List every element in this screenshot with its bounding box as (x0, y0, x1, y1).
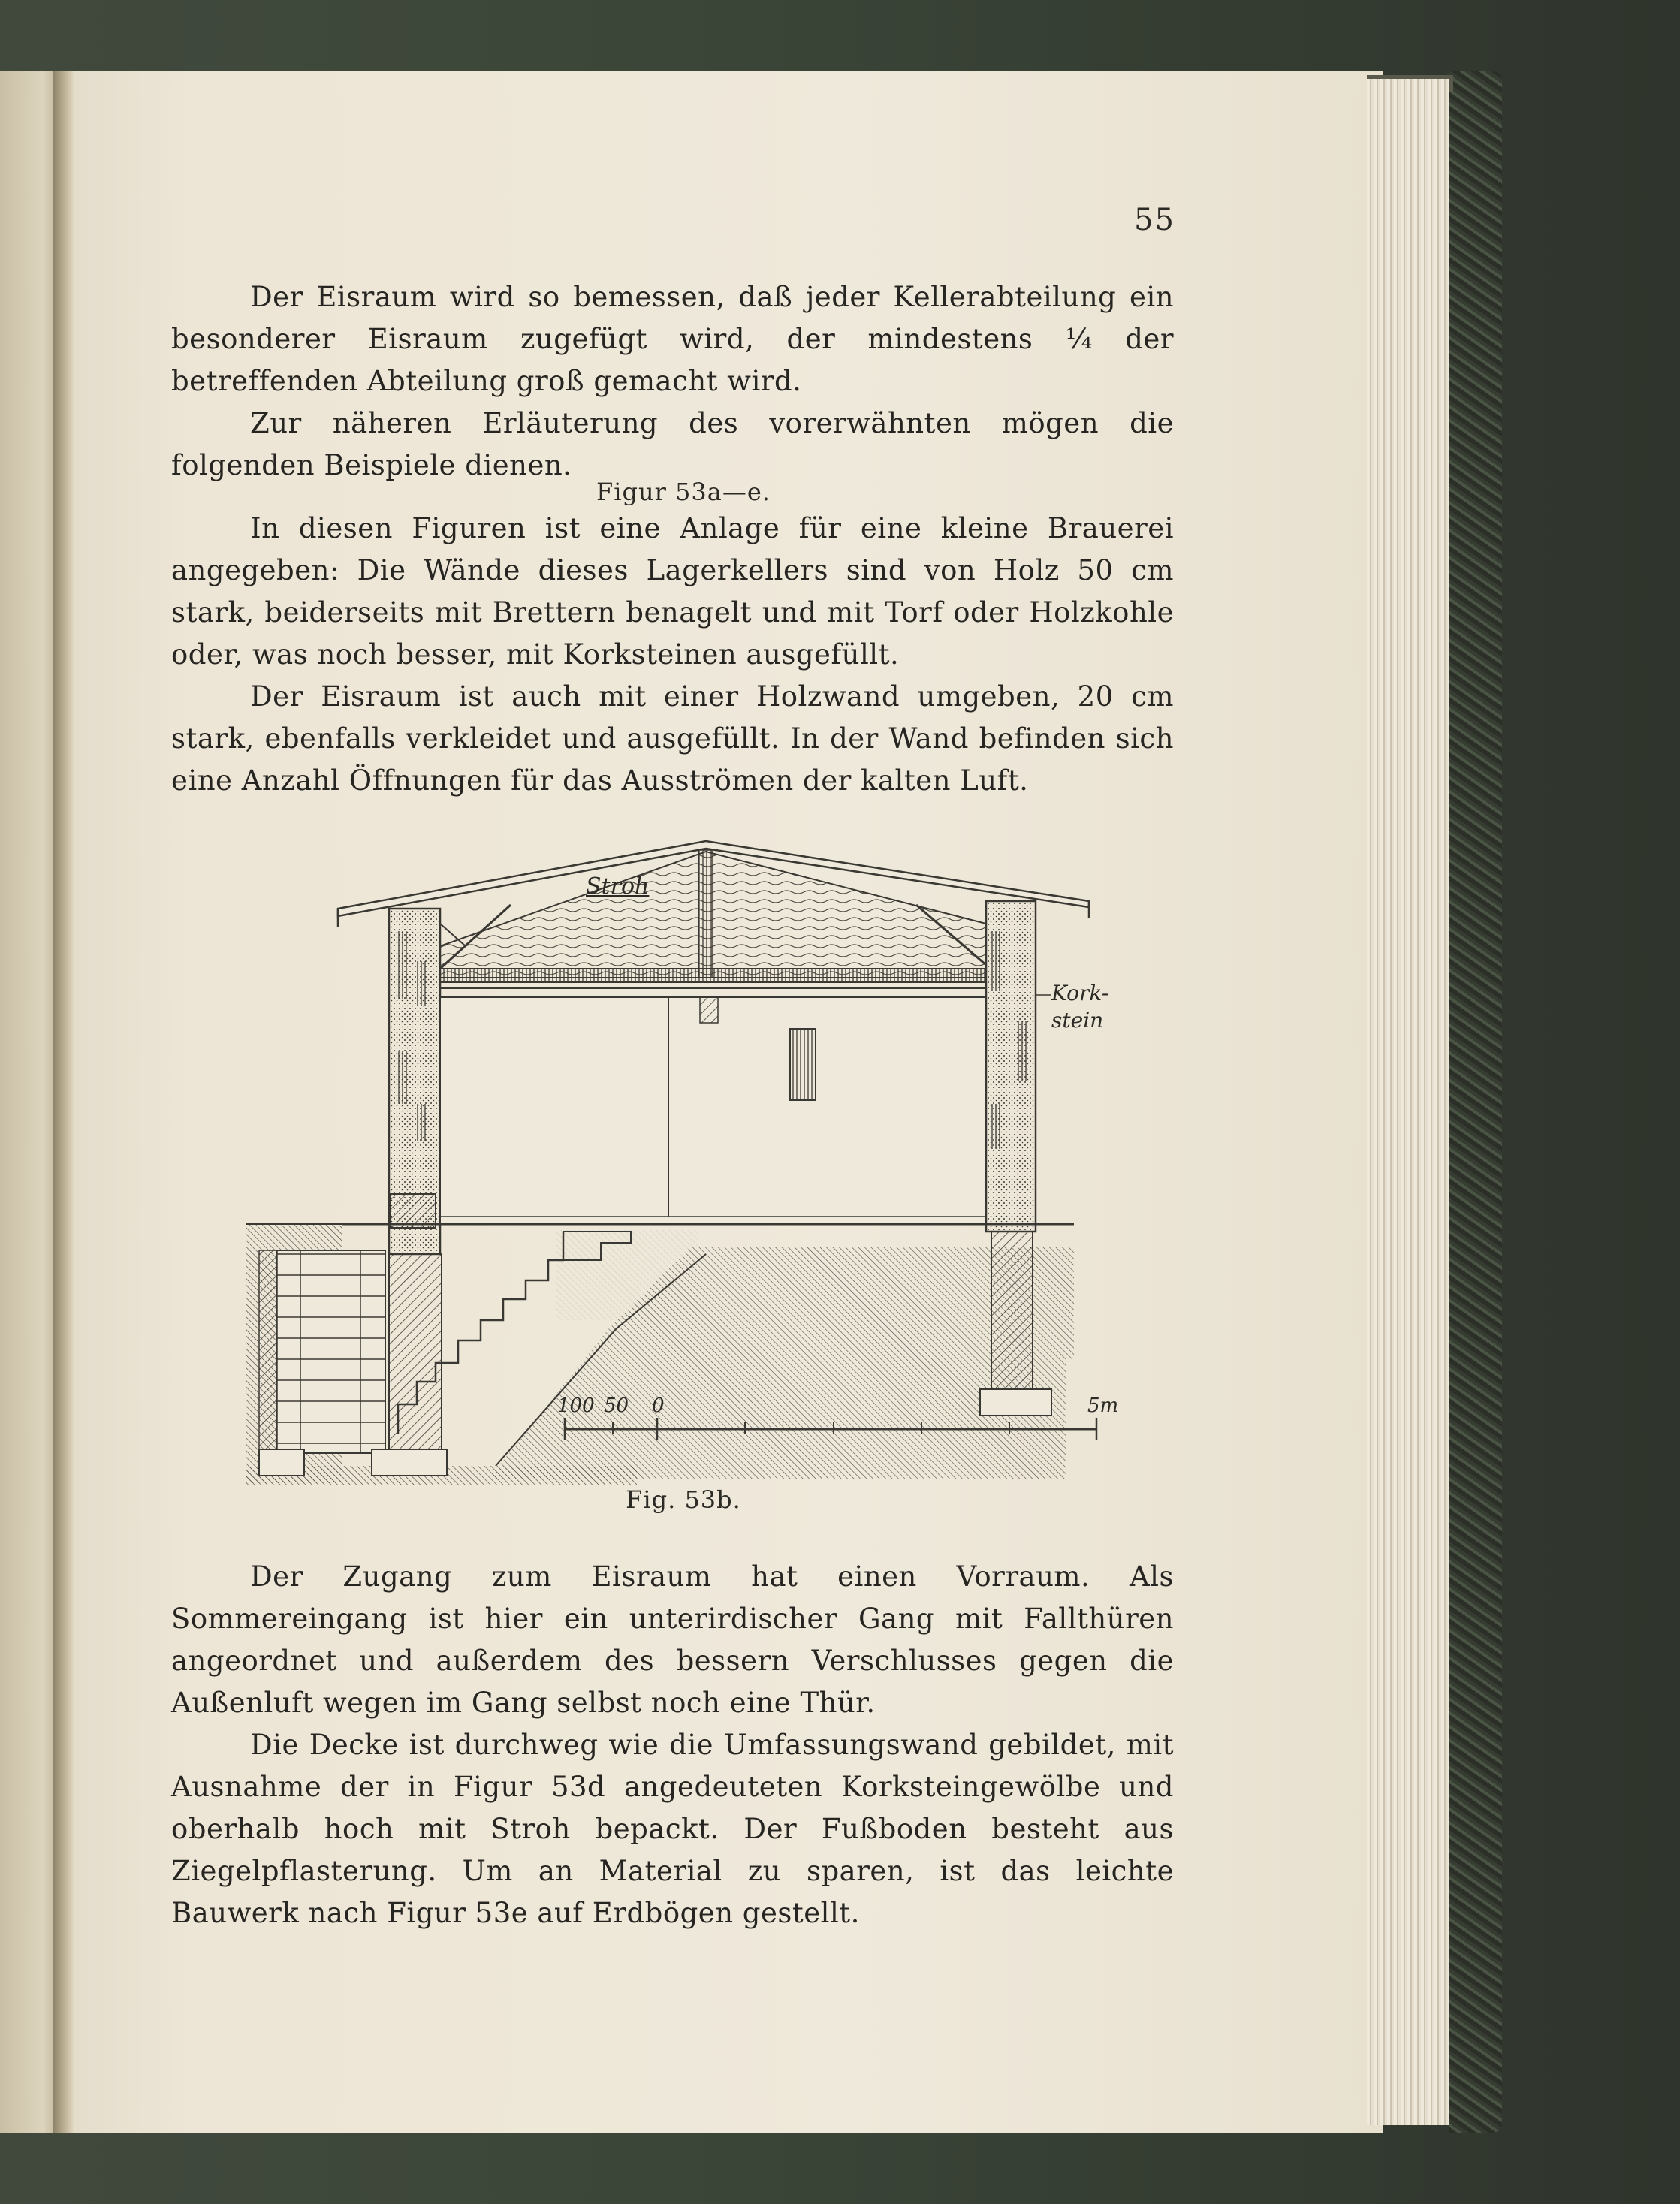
figure-caption: Fig. 53b. (626, 1485, 741, 1514)
label-cork-1: Kork- (1051, 981, 1109, 1006)
label-cork-2: stein (1051, 1008, 1104, 1033)
label-straw: Stroh (586, 873, 650, 900)
left-wall (389, 909, 442, 1449)
cross-section-figure (240, 834, 1149, 1494)
scale-label-100: 100 (557, 1394, 595, 1417)
scale-label-5m: 5m (1087, 1394, 1119, 1417)
figure-reference: Figur 53a—e. (596, 478, 771, 506)
paragraph-brewery-walls: In diesen Figuren ist eine Anlage für eine kleine Brauerei angegeben: Die Wände dieses Lagerkellers sind von Holz 50 cm stark, beiderseits mit Brettern benagelt und mit Torf oder Holzkohle oder, was noch besser, mit Korksteinen ausgefüllt. (171, 512, 1174, 671)
paragraph-examples-intro: Zur näheren Erläuterung des vorerwähnten mögen die folgenden Beispiele dienen. (171, 407, 1174, 481)
scale-label-0: 0 (652, 1394, 665, 1417)
paragraph-ceiling: Die Decke ist durchweg wie die Umfassungswand gebildet, mit Ausnahme der in Figur 53d angedeuteten Korksteingewölbe und oberhalb hoch mit Stroh bepackt. Der Fußboden besteht aus Ziegelpflasterung. Um an Material zu sparen, ist das leichte Bauwerk nach Figur 53e auf Erdbögen gestellt. (171, 1729, 1174, 1929)
page-number: 55 (1134, 203, 1175, 237)
page-block-edges (1367, 79, 1449, 2125)
page-gutter (53, 71, 75, 2133)
book-cover-edge (1449, 71, 1502, 2133)
roof (338, 841, 1089, 982)
paragraph-access: Der Zugang zum Eisraum hat einen Vorraum. Als Sommereingang ist hier ein unterirdischer Gang mit Fallthüren angeordnet und außerdem des bessern Verschlusses gegen die Außenluft wegen im Gang selbst noch eine Thür. (171, 1560, 1174, 1719)
interior-room (440, 988, 986, 1224)
scale-label-50: 50 (604, 1394, 629, 1417)
paragraph-ice-room-size: Der Eisraum wird so bemessen, daß jeder Kellerabteilung ein besonderer Eisraum zugefügt wird, der mindestens ¼ der betreffenden Abteilung groß gemacht wird. (171, 281, 1174, 397)
paragraph-ice-room-wall: Der Eisraum ist auch mit einer Holzwand umgeben, 20 cm stark, ebenfalls verkleidet und ausgefüllt. In der Wand befinden sich eine Anzahl Öffnungen für das Ausströmen der kalten Luft. (171, 680, 1174, 797)
